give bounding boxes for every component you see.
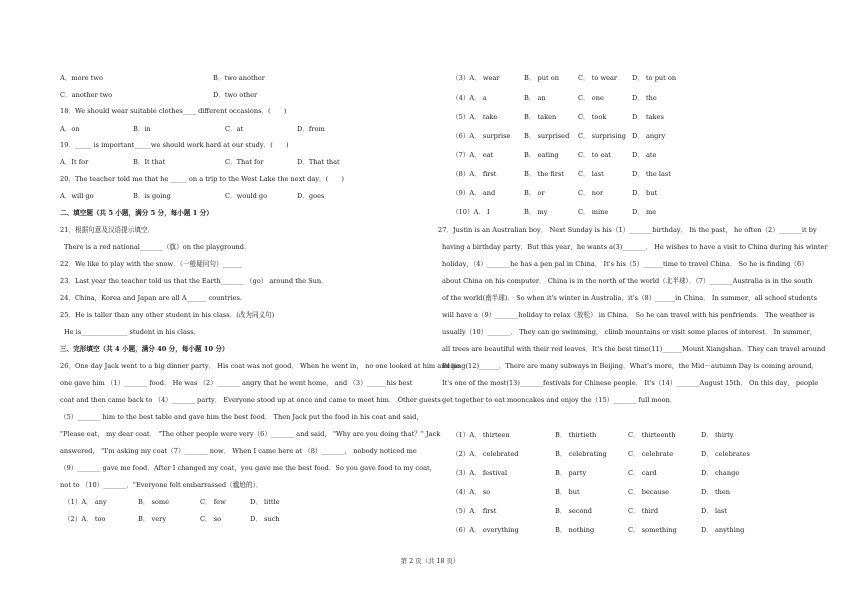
answer-option: C．another two [60, 91, 113, 99]
text-line: all trees are beautiful with their red leaves．It's the best time(11)______Mount Xiangshan．They can travel around [442, 345, 826, 353]
answer-option: B． but [555, 488, 580, 496]
text-line: He is______________ student in his class． [64, 328, 201, 336]
answer-option: D． thirty [701, 431, 734, 439]
answer-option: D． the last [632, 170, 671, 178]
answer-option: B． put on [524, 74, 559, 82]
answer-option: D． such [250, 515, 280, 523]
answer-option: B．in [133, 125, 151, 133]
answer-option: D．from [297, 125, 325, 133]
answer-option: B． nothing [555, 526, 595, 534]
answer-option: C． last [578, 170, 604, 178]
answer-option: B． my [524, 208, 548, 216]
answer-option: B． or [524, 189, 545, 197]
answer-option: C．That for [225, 158, 264, 166]
answer-option: C． so [200, 515, 222, 523]
answer-option: D． takes [632, 113, 664, 121]
answer-option: D． little [250, 498, 280, 506]
answer-option: （7）A． eat [452, 151, 494, 159]
answer-option: C． third [628, 507, 659, 515]
text-line: usually（10）_______． They can go swimming， climb mountains or visit some places of interest． In summer， [442, 328, 817, 336]
answer-option: （3）A． wear [452, 74, 500, 82]
answer-option: C．would go [225, 192, 268, 200]
answer-option: B． thirtieth [555, 431, 597, 439]
answer-option: B． party [555, 469, 587, 477]
answer-option: C． mine [578, 208, 609, 216]
answer-option: C． to eat [578, 151, 611, 159]
answer-option: D． me [632, 208, 657, 216]
text-line: Beijing(12)______．There are many subways in Beijing．What's more，the Mid－autumn Day is coming around． [442, 362, 819, 370]
text-line: It's one of the most(13)_______festivals for Chinese people． It's（14）_______August 15th． On this day， people [442, 379, 819, 387]
text-line: coat and then came back to （4）_______ party． Everyone stood up at once and came to meet him． Other guests [60, 396, 441, 404]
answer-option: B．is going [133, 192, 171, 200]
answer-option: C． one [578, 94, 604, 102]
answer-option: A．will go [60, 192, 94, 200]
answer-option: C． took [578, 113, 607, 121]
text-line: not to （10）_______．"Everyone felt embarrassed（尴尬的）． [60, 481, 263, 489]
answer-option: C．at [225, 125, 244, 133]
answer-option: （9）A． and [452, 189, 496, 197]
text-line: 25．He is taller than any other student in his class．(改为同义句) [60, 311, 275, 319]
answer-option: D． angry [632, 132, 666, 140]
answer-option: D．two other [213, 91, 258, 99]
text-line: 21．根据句意及汉语提示填空． [60, 226, 155, 234]
answer-option: B．two another [213, 74, 265, 82]
text-line: answered， "I'm asking my coat（7）_______ now． When I came here at （8）_______， nobody noticed me [60, 447, 417, 455]
text-line: will have a（9）_______holiday to relax（放松） in China． So he can travel with his penfriends． The weather is [442, 311, 815, 319]
text-line: holiday，（4）_______he has a pen pal in China． It's his（5）______time to travel China． So he is finding（6） [442, 260, 808, 268]
answer-option: B． an [524, 94, 546, 102]
answer-option: B． very [138, 515, 167, 523]
answer-option: D． the [632, 94, 657, 102]
text-line: （5）_______ him to the best table and gave him the best food． Then Jack put the food in his coat and said， [60, 413, 423, 421]
answer-option: B． the first [524, 170, 565, 178]
text-line: 20．The teacher told me that he _____ on a trip to the West Lake the next day．( ) [60, 175, 344, 183]
text-line: 24．China，Korea and Japan are all A______ countries. [60, 294, 242, 302]
text-line: 18．We should wear suitable clothes____ different occasions．( ) [60, 107, 287, 115]
answer-option: D．That that [297, 158, 340, 166]
answer-option: B． some [138, 498, 170, 506]
answer-option: C． something [628, 526, 677, 534]
answer-option: A．on [60, 125, 80, 133]
answer-option: （1）A． any [64, 498, 107, 506]
answer-option: B． surprised [524, 132, 570, 140]
answer-option: C． few [200, 498, 226, 506]
answer-option: （8）A． first [452, 170, 497, 178]
answer-option: （5）A． first [452, 507, 497, 515]
text-line: 27．Justin is an Australian boy． Next Sunday is his（1）_______birthday． In the past， he often（2）_______it by [438, 226, 817, 234]
answer-option: （4）A． a [452, 94, 487, 102]
answer-option: （5）A． take [452, 113, 498, 121]
section-heading: 三、完形填空（共 4 小题，满分 40 分，每小题 10 分） [60, 345, 229, 353]
answer-option: D． then [701, 488, 731, 496]
answer-option: D． anything [701, 526, 745, 534]
text-line: 19．_____ is important_____we should work hard at our study．( ) [60, 141, 289, 149]
text-line: There is a red national_______（旗）on the playground． [64, 243, 251, 251]
answer-option: （2）A． too [64, 515, 106, 523]
text-line: one gave him （1）_______ food． He was （2）_______ angry that he went home， and （3）______his best [60, 379, 413, 387]
answer-option: （10）A． I [452, 208, 490, 216]
answer-option: B．It that [133, 158, 166, 166]
answer-option: B． celebrating [555, 450, 607, 458]
answer-option: （3）A． festival [452, 469, 508, 477]
answer-option: C． because [628, 488, 670, 496]
text-line: （9）_______ gave me food．After I changed my coat，you gave me the best food．So you gave food to my coat， [60, 464, 437, 472]
answer-option: A．more two [60, 74, 103, 82]
answer-option: B． eating [524, 151, 559, 159]
answer-option: C． card [628, 469, 657, 477]
text-line: "Please eat， my dear coat． "The other people were very（6）_______ and said， "Why are you doing that？" Jack [60, 430, 441, 438]
answer-option: B． taken [524, 113, 557, 121]
text-line: 22．We like to play with the snow．（一般疑问句）______ [60, 260, 243, 268]
page-footer: 第 2 页（共 18 页） [400, 557, 460, 565]
answer-option: （4）A． so [452, 488, 491, 496]
answer-option: D． celebrates [701, 450, 750, 458]
answer-option: B． second [555, 507, 592, 515]
text-line: 26．One day Jack went to a big dinner party． His coat was not good． When he went in， no one looked at him and no [60, 362, 460, 370]
answer-option: D．goes [297, 192, 325, 200]
text-line: having a birthday party．But this year，he wants a(3)_______． He wishes to have a visit to China during his winter [442, 243, 828, 251]
answer-option: D． change [701, 469, 740, 477]
answer-option: D． last [701, 507, 728, 515]
answer-option: C． surprising [578, 132, 626, 140]
answer-option: D． ate [632, 151, 657, 159]
section-heading: 二、填空题（共 5 小题，满分 5 分，每小题 1 分） [60, 209, 213, 217]
answer-option: C． thirteenth [628, 431, 676, 439]
answer-option: C． nor [578, 189, 604, 197]
answer-option: （2）A． celebrated [452, 450, 519, 458]
answer-option: （6）A． surprise [452, 132, 511, 140]
answer-option: C． to wear [578, 74, 618, 82]
answer-option: A．It for [60, 158, 89, 166]
answer-option: （6）A． everything [452, 526, 519, 534]
text-line: get together to eat mooncakes and enjoy the（15）_______ full moon． [442, 396, 677, 404]
answer-option: D． to put on [632, 74, 677, 82]
text-line: 23．Last year the teacher told us that the Earth_______ （go） around the Sun． [60, 277, 328, 285]
answer-option: D． but [632, 189, 658, 197]
answer-option: C． celebrate [628, 450, 674, 458]
answer-option: （1）A． thirteen [452, 431, 510, 439]
text-line: of the world(南半球)． So when it's winter in Australia，it's（8）______in China． In summer，all school students [442, 294, 817, 302]
text-line: about China on his computer． China is in the north of the world（北半球）．（7）_______Australia is in the south [442, 277, 813, 285]
